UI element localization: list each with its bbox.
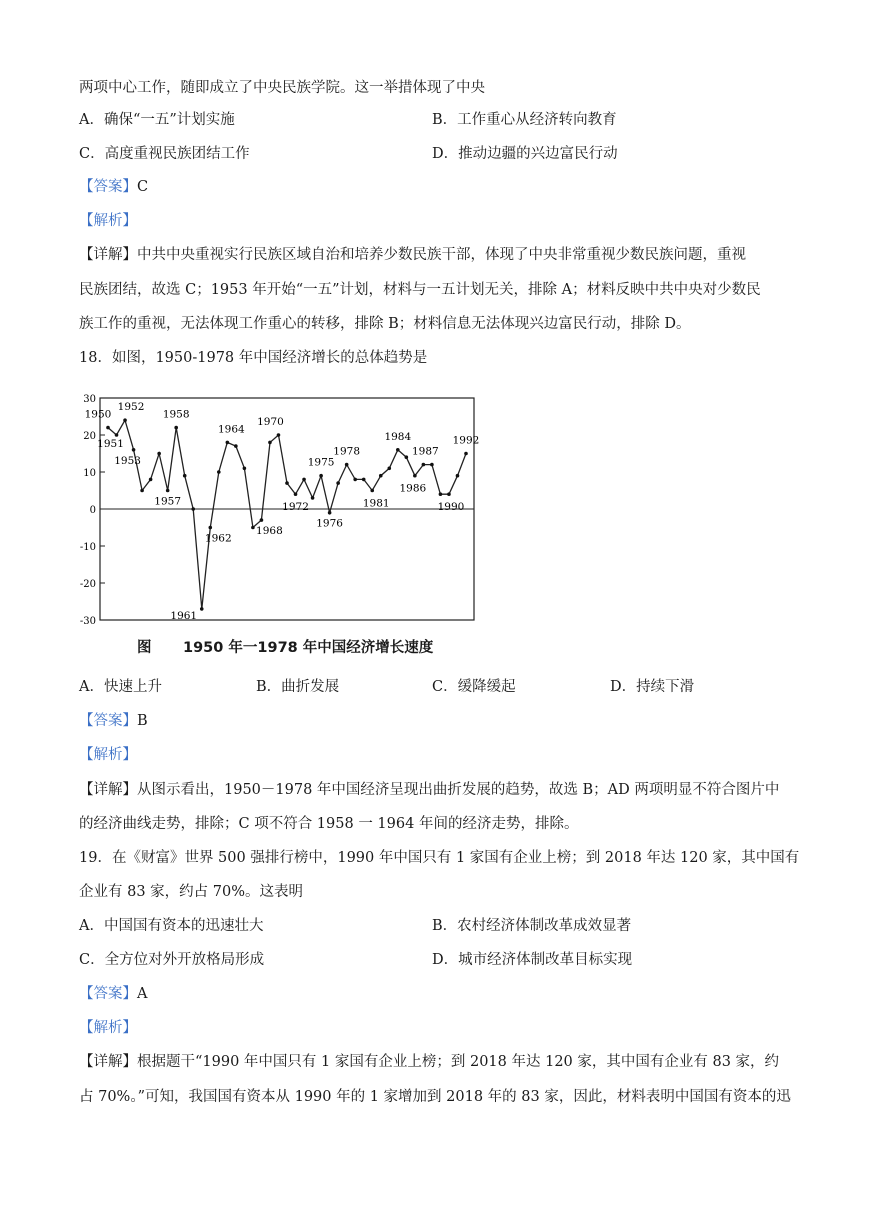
point-label-1972: 1972 (282, 501, 309, 514)
data-point-1970 (277, 433, 281, 437)
point-label-1990: 1990 (437, 501, 465, 514)
detail-tag: 【详解】 (79, 1054, 137, 1070)
q17-answer-row (79, 177, 148, 197)
data-point-1955 (149, 478, 153, 482)
data-point-1976 (328, 511, 332, 515)
data-point-1954 (140, 489, 144, 493)
data-point-1953 (132, 448, 136, 452)
q19-detail-line-1 (79, 1052, 779, 1072)
data-point-1974 (311, 496, 315, 500)
q17-stem-tail: 两项中心工作，随即成立了中央民族学院。这一举措体现了中央 (79, 80, 485, 96)
point-label-1964: 1964 (217, 423, 245, 436)
q17-detail-line-3: 族工作的重视，无法体现工作重心的转移，排除 B；材料信息无法体现兴边富民行动，排除 D。 (79, 316, 691, 332)
data-point-1969 (268, 441, 272, 445)
data-point-1963 (217, 470, 221, 474)
data-point-1978 (345, 463, 349, 467)
point-label-1976: 1976 (316, 517, 343, 530)
point-label-1986: 1986 (399, 482, 427, 495)
q17-detail-line-1 (79, 245, 746, 265)
q17-option-a: A．确保“一五”计划实施 (79, 112, 235, 128)
data-point-1975 (319, 474, 323, 478)
y-tick-label: -10 (79, 542, 96, 553)
point-label-1952: 1952 (117, 401, 145, 414)
growth-chart (70, 390, 480, 630)
point-label-1958: 1958 (162, 408, 190, 421)
q17-detail-line-2: 民族团结，故选 C；1953 年开始“一五”计划，材料与一五计划无关，排除 A；材料反映中共中央对少数民 (79, 282, 761, 298)
q19-option-d: D．城市经济体制改革目标实现 (432, 952, 633, 968)
data-point-1982 (379, 474, 383, 478)
data-point-1952 (123, 418, 127, 422)
point-label-1984: 1984 (384, 430, 412, 443)
data-point-1980 (362, 478, 366, 482)
answer-tag: 【答案】 (79, 986, 137, 1002)
point-label-1970: 1970 (257, 416, 284, 428)
q19-option-a: A．中国国有资本的迅速壮大 (79, 918, 264, 934)
y-tick-label: 20 (83, 431, 96, 442)
answer-tag: 【答案】 (79, 179, 137, 195)
data-point-1957 (166, 489, 170, 493)
data-point-1979 (353, 478, 357, 482)
data-point-1960 (191, 507, 195, 511)
q19-stem-line-1: 19．在《财富》世界 500 强排行榜中，1990 年中国只有 1 家国有企业上榜；到 2018 年达 120 家，其中国有 (79, 850, 800, 866)
q17-option-b: B．工作重心从经济转向教育 (432, 112, 617, 128)
data-point-1977 (336, 481, 340, 485)
data-point-1961 (200, 607, 204, 611)
answer-tag: 【答案】 (79, 713, 137, 729)
q19-answer-row (79, 984, 147, 1004)
q18-option-a: A．快速上升 (79, 679, 162, 695)
figure-label: 图 (137, 640, 152, 656)
q17-option-d: D．推动边疆的兴边富民行动 (432, 146, 618, 162)
point-label-1978: 1978 (333, 445, 361, 458)
q19-detail-line-2: 占 70%。”可知，我国国有资本从 1990 年的 1 家增加到 2018 年的 83 家，因此，材料表明中国国有资本的迅 (79, 1089, 791, 1105)
y-tick-label: -30 (79, 616, 96, 627)
chart-caption: 1950 年一1978 年中国经济增长速度 (183, 640, 434, 656)
point-labels (85, 401, 480, 622)
data-point-1966 (243, 467, 247, 471)
q17-analysis-tag: 【解析】 (79, 213, 137, 229)
data-point-1964 (226, 441, 230, 445)
q18-stem: 18．如图，1950-1978 年中国经济增长的总体趋势是 (79, 350, 428, 366)
data-point-1959 (183, 474, 187, 478)
q19-option-c: C．全方位对外开放格局形成 (79, 952, 265, 968)
y-axis-ticks (80, 394, 105, 627)
data-point-1958 (174, 426, 178, 430)
data-point-1971 (285, 481, 289, 485)
q17-detail-text-1: 中共中央重视实行民族区域自治和培养少数民族干部，体现了中央非常重视少数民族问题，重视 (137, 247, 746, 263)
y-tick-label: 30 (83, 394, 96, 405)
point-label-1968: 1968 (256, 525, 283, 538)
data-point-1984 (396, 448, 400, 452)
point-label-1961: 1961 (170, 609, 198, 622)
q18-detail-text-1: 从图示看出，1950－1978 年中国经济呈现出曲折发展的趋势，故选 B；AD 两项明显不符合图片中 (137, 782, 780, 798)
data-point-1950 (106, 426, 110, 430)
y-tick-label: -20 (79, 579, 96, 590)
data-point-1990 (447, 492, 451, 496)
q18-detail-line-1 (79, 780, 779, 800)
point-label-1981: 1981 (362, 497, 390, 510)
q18-option-c: C．缓降缓起 (432, 679, 516, 695)
data-point-1973 (302, 478, 306, 482)
data-point-1965 (234, 444, 238, 448)
data-point-1983 (387, 467, 391, 471)
data-point-1967 (251, 526, 255, 530)
data-point-1985 (405, 455, 409, 459)
data-point-1992 (464, 452, 468, 456)
detail-tag: 【详解】 (79, 782, 137, 798)
data-point-1956 (157, 452, 161, 456)
q18-answer-row (79, 711, 148, 731)
data-point-1981 (370, 489, 374, 493)
q18-analysis-tag: 【解析】 (79, 747, 137, 763)
point-label-1953: 1953 (114, 454, 141, 467)
point-label-1962: 1962 (204, 532, 232, 545)
point-label-1950: 1950 (84, 408, 112, 421)
data-point-1991 (456, 474, 460, 478)
q17-option-c: C．高度重视民族团结工作 (79, 146, 250, 162)
data-point-1972 (294, 492, 298, 496)
point-label-1975: 1975 (307, 456, 335, 469)
q18-option-d: D．持续下滑 (610, 679, 695, 695)
q19-option-b: B．农村经济体制改革成效显著 (432, 918, 632, 934)
data-point-1951 (115, 433, 119, 437)
point-label-1951: 1951 (97, 438, 124, 450)
data-point-1989 (439, 492, 443, 496)
q17-answer: C (137, 179, 149, 195)
point-label-1987: 1987 (412, 445, 439, 458)
y-tick-label: 0 (89, 505, 96, 516)
point-label-1992: 1992 (452, 434, 480, 447)
data-point-1968 (260, 518, 264, 522)
y-tick-label: 10 (83, 468, 96, 479)
q19-answer: A (137, 986, 148, 1002)
q19-detail-text-1: 根据题干“1990 年中国只有 1 家国有企业上榜；到 2018 年达 120 家，其中国有企业有 83 家，约 (137, 1054, 780, 1070)
detail-tag: 【详解】 (79, 247, 137, 263)
q19-stem-line-2: 企业有 83 家，约占 70%。这表明 (79, 884, 304, 900)
q18-answer: B (137, 713, 148, 729)
point-label-1957: 1957 (154, 495, 182, 508)
data-point-1986 (413, 474, 417, 478)
q18-detail-line-2: 的经济曲线走势，排除；C 项不符合 1958 一 1964 年间的经济走势，排除。 (79, 816, 579, 832)
data-point-1988 (430, 463, 434, 467)
data-point-1987 (422, 463, 426, 467)
data-point-1962 (208, 526, 212, 530)
q18-option-b: B．曲折发展 (256, 679, 340, 695)
q19-analysis-tag: 【解析】 (79, 1020, 137, 1036)
